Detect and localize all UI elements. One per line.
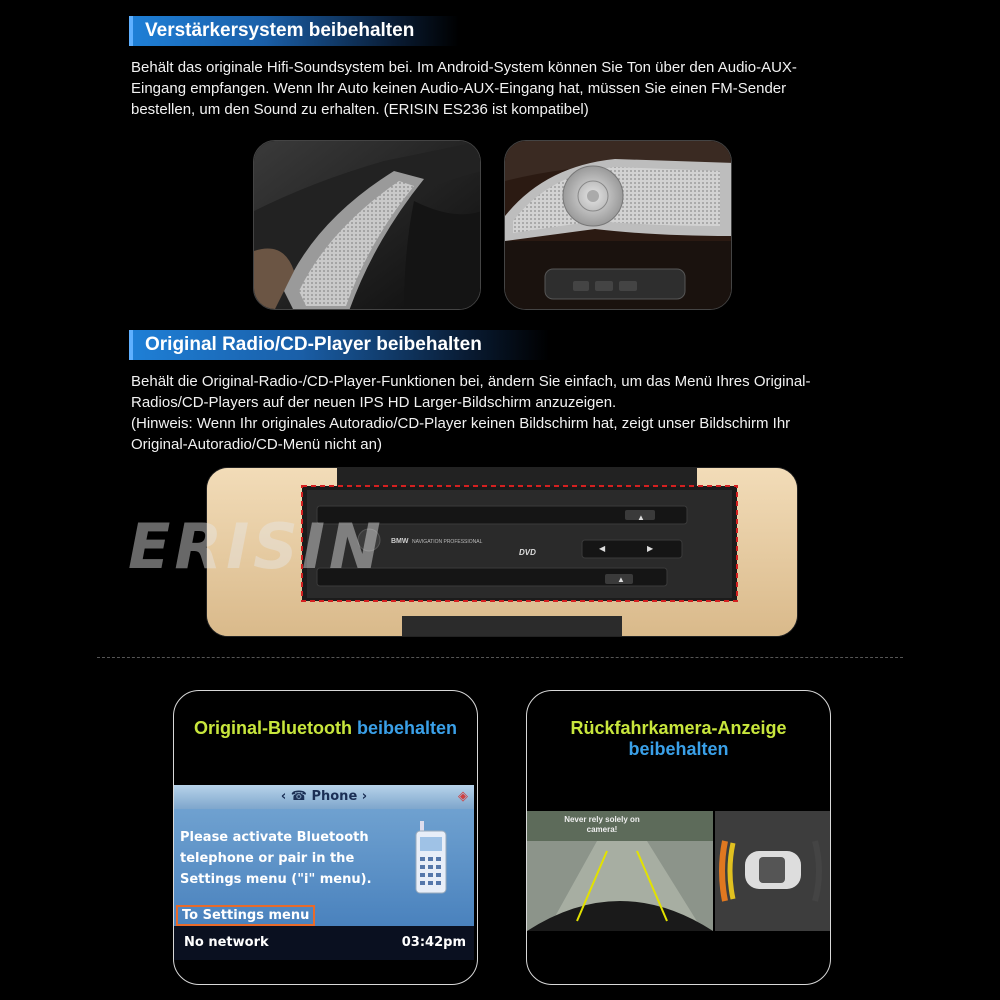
- radio-description: [131, 371, 911, 455]
- amplifier-description-line: bestellen, um den Sound zu erhalten. (ERISIN ES236 ist kompatibel): [131, 101, 589, 118]
- chevron-left-icon: ‹: [280, 789, 291, 804]
- menu-diamond-icon: ◈: [458, 789, 468, 804]
- clock-time: 03:42pm: [401, 935, 466, 950]
- eject-arrow-icon: ▲: [637, 513, 645, 522]
- tweeter-speaker-photo: [504, 140, 732, 310]
- camera-title-line1: Rückfahrkamera-Anzeige: [570, 718, 787, 738]
- phone-body: [174, 809, 474, 960]
- phone-header-label: Phone: [311, 789, 358, 804]
- bluetooth-title-part2: beibehalten: [356, 718, 458, 738]
- bluetooth-message: Please activate Bluetooth telephone or pair in the Settings menu ("i" menu).: [180, 830, 372, 887]
- mobile-phone-icon: [414, 821, 448, 895]
- to-settings-menu-button[interactable]: To Settings menu: [176, 905, 315, 926]
- phone-handset-icon: ☎: [290, 789, 307, 804]
- radio-description-line: Behält die Original-Radio-/CD-Player-Funktionen bei, ändern Sie einfach, um das Menü Ihres Original-: [131, 373, 811, 390]
- erisin-watermark: ERISIN: [128, 510, 385, 583]
- radio-description-line: Radios/CD-Players auf der neuen IPS HD Larger-Bildschirm anzuzeigen.: [131, 394, 617, 411]
- section-title-radio: Original Radio/CD-Player beibehalten: [129, 330, 549, 360]
- phone-status-bar: [174, 926, 474, 960]
- eject-arrow-icon: ▲: [617, 575, 625, 584]
- amplifier-description-line: Eingang empfangen. Wenn Ihr Auto keinen Audio-AUX-Eingang hat, müssen Sie einen FM-Sender: [131, 80, 787, 97]
- radio-brand-label: BMW: [391, 538, 409, 545]
- bluetooth-card: [173, 690, 478, 985]
- radio-description-line: (Hinweis: Wenn Ihr originales Autoradio/CD-Player keinen Bildschirm hat, zeigt unser Bildschirm Ihr: [131, 415, 791, 432]
- radio-description-line: Original-Autoradio/CD-Menü nicht an): [131, 436, 382, 453]
- bluetooth-title-part1: Original-Bluetooth: [193, 718, 352, 738]
- phone-header: [174, 785, 474, 809]
- bluetooth-screen: [174, 785, 474, 960]
- seek-left-icon: ◀: [599, 544, 606, 553]
- section-title-amplifier: Verstärkersystem beibehalten: [129, 16, 459, 46]
- chevron-right-icon: ›: [361, 789, 368, 804]
- rear-camera-card-title: [527, 718, 830, 760]
- camera-title-line2: beibehalten: [628, 739, 729, 759]
- network-status: No network: [184, 935, 269, 950]
- section-divider: [97, 657, 903, 658]
- amplifier-description: [131, 57, 891, 120]
- rear-camera-card: [526, 690, 831, 985]
- amplifier-description-line: Behält das originale Hifi-Soundsystem bei. Im Android-System können Sie Ton über den Audio-AUX-: [131, 59, 797, 76]
- camera-warning-text: Never rely solely on camera!: [564, 815, 640, 834]
- radio-model-label: NAVIGATION PROFESSIONAL: [412, 539, 483, 545]
- bluetooth-card-title: [174, 718, 477, 739]
- parking-sensor-display: [715, 811, 831, 931]
- door-speaker-photo: [253, 140, 481, 310]
- dvd-label: DVD: [519, 548, 536, 557]
- rear-camera-view: [527, 811, 713, 931]
- seek-right-icon: ▶: [647, 544, 654, 553]
